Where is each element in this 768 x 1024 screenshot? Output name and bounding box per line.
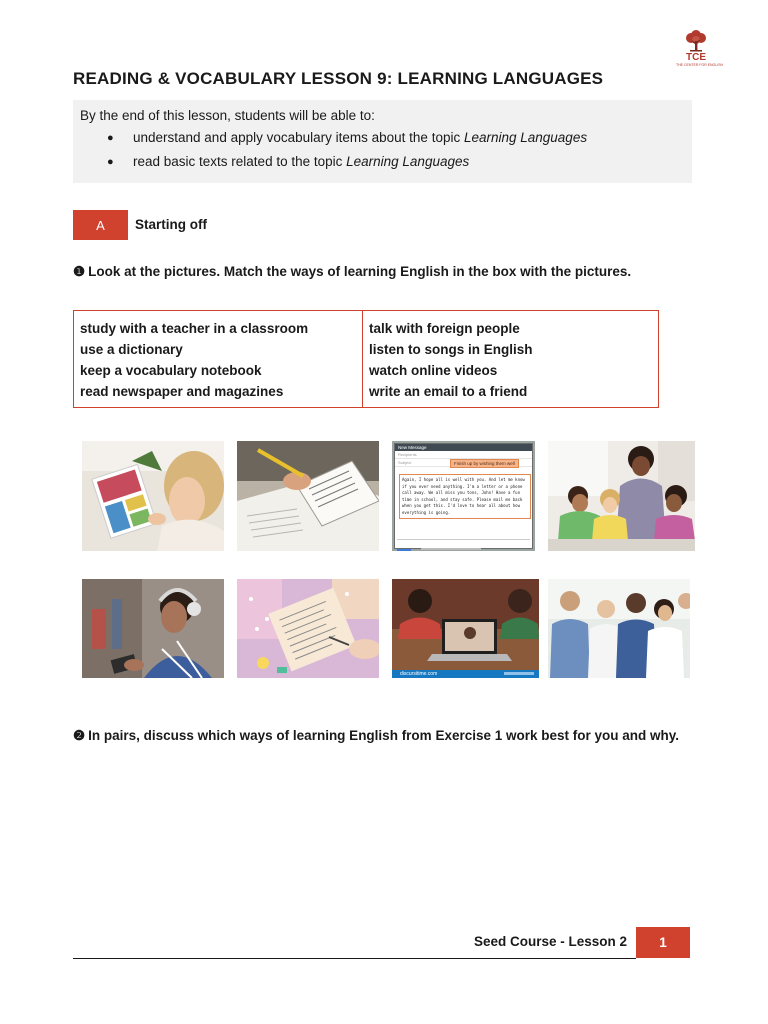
format-icons [421,548,481,550]
email-body-line: everything is going. [402,509,451,515]
section-badge: A [73,210,128,240]
picture-talking-people [548,579,690,678]
objective-topic: Learning Languages [346,154,470,169]
word-item: read newspaper and magazines [80,384,284,399]
email-recipients: Recipients [395,451,532,459]
word-column-right [362,311,658,407]
email-body-line: when you get this. I'd love to hear all about how [402,503,521,508]
email-body-line: call away. We all miss you tons, John! Have a fun [402,490,521,495]
page-title: READING & VOCABULARY LESSON 9: LEARNING LANGUAGES [73,69,604,88]
exercise-1-instruction [73,264,631,280]
objectives-list [80,129,685,171]
email-subject: Subject [395,459,532,467]
word-box [73,310,659,408]
objective-item [80,153,685,171]
objective-text: understand and apply vocabulary items about the topic [133,130,464,145]
section-title: Starting off [135,217,207,232]
picture-classroom [548,441,695,551]
exercise-2-number: ❷ [73,728,86,743]
email-body-line: time in school, and stay safe. Please mail me back [402,496,523,502]
objectives-intro: By the end of this lesson, students will be able to: [80,108,375,123]
word-column-left [74,311,362,407]
word-item: use a dictionary [80,342,183,357]
email-body [399,474,531,519]
email-header: New Message [395,444,532,451]
tree-icon [683,30,709,52]
tce-logo [676,30,724,74]
picture-listening-music [82,579,224,678]
picture-online-video [392,579,539,678]
footer-divider [73,958,636,959]
word-item: talk with foreign people [369,321,520,336]
word-item: listen to songs in English [369,342,533,357]
picture-email [392,441,535,551]
logo-tagline: THE CENTER FOR ENGLISH [676,63,724,67]
word-item: keep a vocabulary notebook [80,363,262,378]
objective-text: read basic texts related to the topic [133,154,347,169]
email-body-line: Again, I hope all is well with you. And let me know [402,477,525,482]
logo-brand: TCE [686,52,706,63]
objective-item [80,129,685,147]
email-highlight: Finish up by wishing them well [450,459,519,468]
footer-course-label: Seed Course - Lesson 2 [474,934,628,949]
objective-topic: Learning Languages [463,130,588,145]
video-caption: discursitime.com [400,671,438,677]
word-item: watch online videos [369,363,498,378]
exercise-2-text: In pairs, discuss which ways of learning English from Exercise 1 work best for you and why. [88,728,680,743]
word-item: write an email to a friend [369,384,528,399]
exercise-2-instruction [73,728,679,744]
picture-dictionary [237,441,379,551]
email-toolbar [397,539,530,546]
exercise-1-number: ❶ [73,264,86,279]
page-number: 1 [636,927,690,958]
email-body-line: if you ever need anything. I'm a letter or a phone [402,483,523,489]
objectives-panel [73,100,692,183]
picture-vocabulary-notebook [237,579,379,678]
picture-reading-magazine [82,441,224,551]
word-item: study with a teacher in a classroom [80,321,309,336]
exercise-1-text: Look at the pictures. Match the ways of learning English in the box with the pictures. [88,264,632,279]
send-button [397,549,411,551]
